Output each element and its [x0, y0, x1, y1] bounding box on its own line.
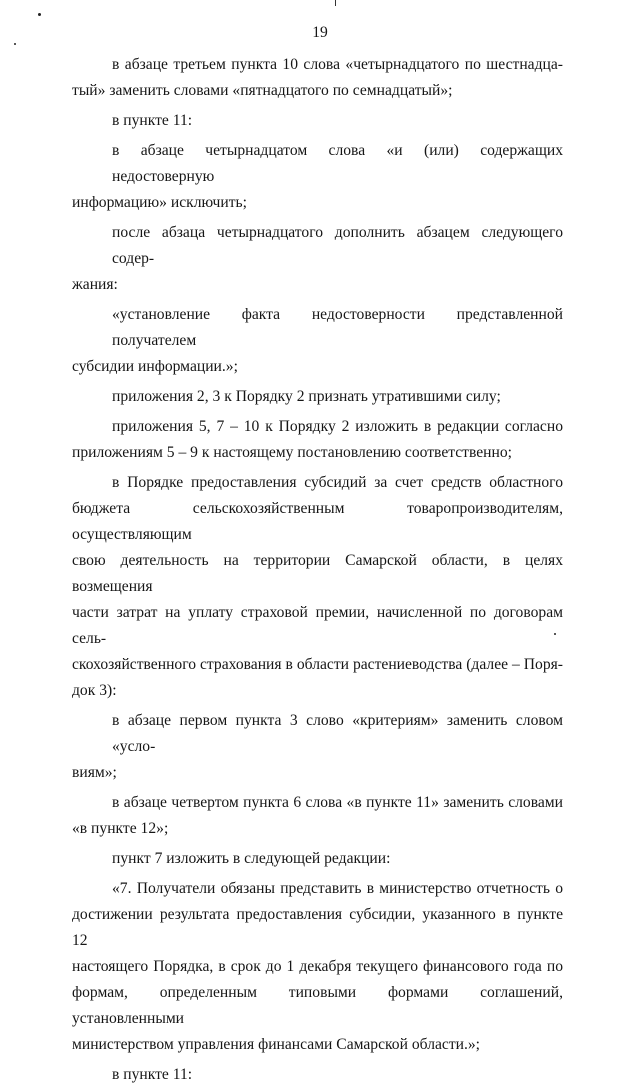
text-line: субсидии информации.»; — [72, 358, 238, 375]
paragraph — [72, 876, 563, 1058]
text-line: министерством управления финансами Самарской области.»; — [72, 1036, 481, 1053]
paragraph — [72, 1062, 563, 1088]
scan-speck — [38, 13, 41, 16]
paragraph — [72, 790, 563, 842]
text-line: бюджета сельскохозяйственным товаропроизводителям, осуществляющим — [72, 500, 563, 543]
paragraph — [72, 302, 563, 380]
text-line: тый» заменить словами «пятнадцатого по семнадцатый»; — [72, 82, 453, 99]
text-line: жания: — [72, 276, 118, 293]
text-line: в абзаце первом пункта 3 слово «критериям» заменить словом «усло- — [112, 712, 563, 755]
text-line: после абзаца четырнадцатого дополнить абзацем следующего содер- — [112, 224, 563, 267]
paragraph — [72, 220, 563, 298]
page-number: 19 — [312, 24, 328, 41]
text-line: части затрат на уплату страховой премии, начисленной по договорам сель- — [72, 604, 563, 647]
text-line: в пункте 11: — [112, 112, 193, 129]
text-line: виям»; — [72, 764, 117, 781]
paragraph — [72, 52, 563, 104]
text-line: настоящего Порядка, в срок до 1 декабря текущего финансового года по — [72, 958, 563, 975]
text-line: в абзаце четвертом пункта 6 слова «в пункте 11» заменить словами — [112, 794, 563, 811]
text-line: информацию» исключить; — [72, 194, 247, 211]
scan-mark — [335, 0, 336, 6]
text-line: «установление факта недостоверности представленной получателем — [112, 306, 563, 349]
text-line: скохозяйственного страхования в области растениеводства (далее – Поря- — [72, 656, 563, 673]
scan-speck — [14, 43, 16, 45]
text-line: пункт 7 изложить в следующей редакции: — [112, 850, 391, 867]
paragraph — [72, 138, 563, 216]
text-line: в абзаце третьем пункта 10 слова «четырнадцатого по шестнадца- — [112, 56, 563, 73]
text-line: в Порядке предоставления субсидий за счет средств областного — [112, 474, 563, 491]
text-line: «в пункте 12»; — [72, 820, 169, 837]
text-line: приложениям 5 – 9 к настоящему постановлению соответственно; — [72, 444, 513, 461]
paragraph — [72, 414, 563, 466]
paragraph — [72, 108, 563, 134]
text-line: «7. Получатели обязаны представить в министерство отчетность о — [112, 880, 563, 897]
paragraph — [72, 470, 563, 704]
text-line: в пункте 11: — [112, 1066, 193, 1083]
paragraph — [72, 846, 563, 872]
document-body — [72, 52, 563, 1092]
text-line: достижении результата предоставления субсидии, указанного в пункте 12 — [72, 906, 563, 949]
paragraph — [72, 708, 563, 786]
paragraph — [72, 384, 563, 410]
text-line: формам, определенным типовыми формами соглашений, установленными — [72, 984, 563, 1027]
text-line: док 3): — [72, 682, 117, 699]
text-line: в абзаце четырнадцатом слова «и (или) содержащих недостоверную — [112, 142, 563, 185]
text-line: приложения 5, 7 – 10 к Порядку 2 изложить в редакции согласно — [112, 418, 563, 435]
text-line: приложения 2, 3 к Порядку 2 признать утратившими силу; — [112, 388, 501, 405]
text-line: свою деятельность на территории Самарской области, в целях возмещения — [72, 552, 563, 595]
